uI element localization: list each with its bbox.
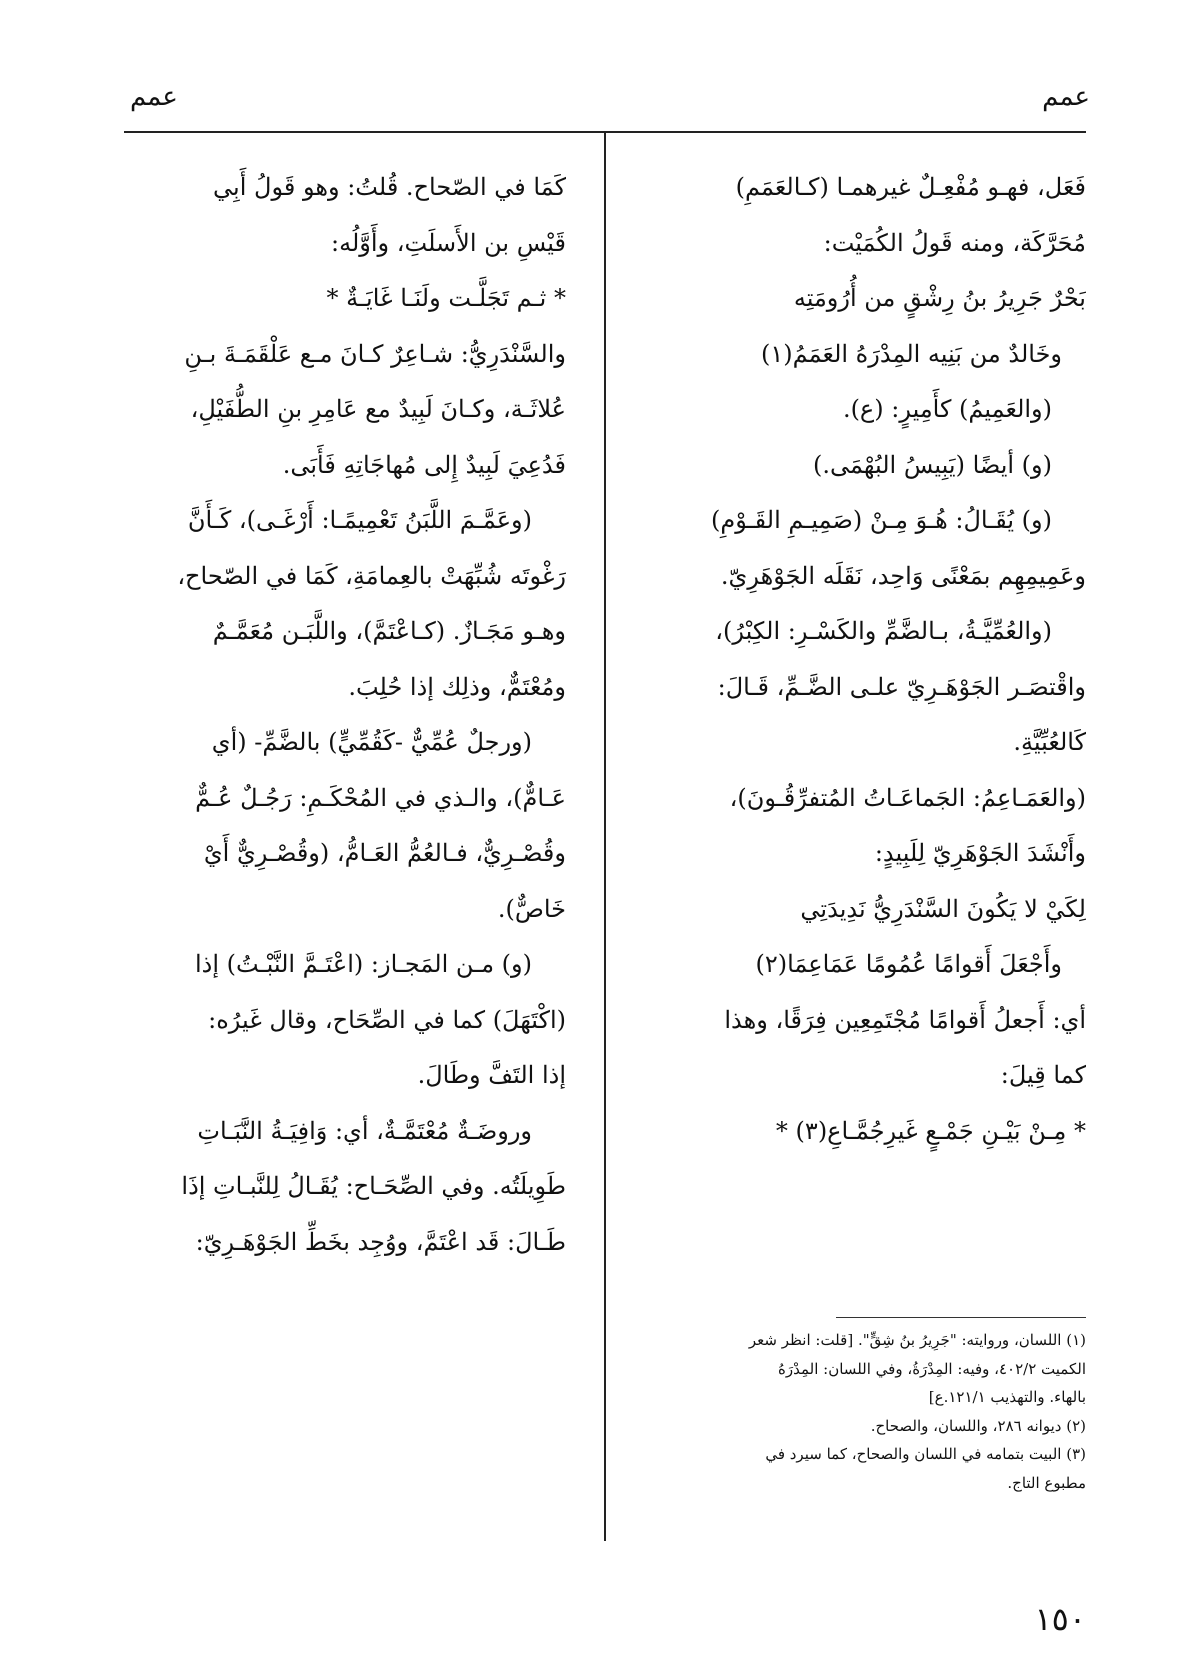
verse-line: وخَالدٌ من بَنِيه المِدْرَهُ العَمَمُ(١) bbox=[761, 339, 1062, 368]
footnote-line: الكميت ٤٠٢/٢، وفيه: المِدْرَةُ، وفي اللسان: المِدْرَهُ bbox=[778, 1359, 1086, 1378]
text-line: فَدُعِيَ لَبِيدٌ إِلى مُهاجَاتِهِ فَأَبَى. bbox=[282, 450, 566, 479]
text-line: وأَنْشَدَ الجَوْهَرِيّ لِلَبِيدٍ: bbox=[874, 839, 1086, 867]
text-line: ومُعْتَمٌّ، وذلِك إذا حُلِبَ. bbox=[348, 672, 566, 701]
text-line: عُلاثَـة، وكـانَ لَبِيدٌ مع عَامِرِ بنِ الطُّفَيْلِ، bbox=[190, 395, 566, 423]
verse-line: بَحْرٌ جَرِيرُ بنُ رِشْقٍ من أُرُومَتِه bbox=[793, 284, 1086, 312]
text-line: (و) يُقَـالُ: هُـوَ مِـنْ (صَمِيـمِ القَـوْمِ) bbox=[710, 506, 1052, 534]
text-line: (و) مـن المَجـاز: (اعْتَـمَّ النَّبْـتُ) إذا bbox=[194, 950, 532, 978]
text-line: (ورجلٌ عُمِّيٌّ -كَقُمِّيٍّ) بالضَّمِّ- (أي bbox=[211, 728, 532, 756]
text-line: طَـالَ: قَد اعْتَمَّ، ووُجِد بخَطِّ الجَوْهَـرِيّ: bbox=[195, 1227, 566, 1256]
footnote-line: بالهاء. والتهذيب ١٢١/١.ع] bbox=[928, 1388, 1086, 1406]
text-line: وهـو مَجَـازٌ. (كـاعْتَمَّ)، واللَّبَـن مُعَمَّـمٌ bbox=[212, 617, 566, 645]
text-line: (والعُمِّيَّـةُ، بـالضَّمِّ والكَسْـرِ: الكِبْرُ)، bbox=[715, 617, 1052, 645]
text-line: (والعَمَـاعِمُ: الجَماعَـاتُ المُتفرِّقُـونَ)، bbox=[729, 783, 1086, 812]
running-head-left: عمم bbox=[130, 82, 178, 112]
text-line: (والعَمِيمُ) كأَمِيرٍ: (ع). bbox=[842, 395, 1052, 423]
text-line: مُحَرَّكَة، ومنه قَولُ الكُمَيْت: bbox=[823, 228, 1086, 257]
text-line: (وعَمَّـمَ اللَّبَنُ تَعْمِيمًـا: أَرْغَـى)، كَـأَنَّ bbox=[187, 506, 532, 534]
column-divider bbox=[604, 131, 606, 1541]
verse-line: لِكَيْ لا يَكُونَ السَّنْدَرِيُّ نَدِيدَتِي bbox=[800, 894, 1086, 923]
verse-line: * مِـنْ بَيْـنِ جَمْـعٍ غَيرِجُمَّـاعِ(٣) * bbox=[775, 1116, 1086, 1145]
text-line: كَالعُبِّيَّةِ. bbox=[1013, 728, 1086, 756]
footnotes bbox=[646, 1326, 1086, 1497]
text-line: كما قِيلَ: bbox=[1000, 1061, 1086, 1089]
text-line: وعَمِيمِهِم بمَعْنًى وَاحِد، نَقَلَه الجَوْهَرِيّ. bbox=[720, 561, 1086, 590]
verse-line: وأَجْعَلَ أَقوامًا عُمُومًا عَمَاعِمَا(٢) bbox=[755, 950, 1062, 978]
text-line: والسَّنْدَرِيُّ: شـاعِرٌ كـانَ مـع عَلْقَمَـةَ بـنِ bbox=[184, 339, 566, 368]
footnote-line: (٣) البيت بتمامه في اللسان والصحاح، كما سيرد في bbox=[765, 1445, 1086, 1463]
text-line: (اكْتَهَلَ) كما في الصِّحَاح، وقال غَيرُه: bbox=[208, 1005, 566, 1034]
verse-line: * ثـم تَجَلَّـت ولَنَـا غَايَـةٌ * bbox=[326, 284, 566, 312]
text-line: عَـامٌّ)، والـذي في المُحْكَـمِ: رَجُـلٌ عُـمٌّ bbox=[195, 783, 566, 812]
text-line: وروضَـةٌ مُعْتَمَّـةٌ، أي: وَافِيَـةُ النَّبَـاتِ bbox=[197, 1116, 532, 1145]
footnote-line: مطبوع التاج. bbox=[1007, 1473, 1086, 1492]
text-line: طَوِيلَتُه. وفي الصِّحَـاح: يُقَـالُ لِلنَّبـاتِ إذَا bbox=[181, 1172, 566, 1200]
footnote-line: (٢) ديوانه ٢٨٦، واللسان، والصحاح. bbox=[870, 1416, 1086, 1435]
running-head-right: عمم bbox=[1042, 82, 1090, 112]
text-line: أي: أَجعلُ أَقوامًا مُجْتَمِعِين فِرَقًا، وهذا bbox=[724, 1005, 1086, 1034]
text-line: إذا التَفَّ وطَالَ. bbox=[417, 1061, 566, 1089]
footnote-rule bbox=[836, 1317, 1086, 1318]
text-line: خَاصٌّ). bbox=[497, 894, 566, 923]
text-line: واقْتصَـر الجَوْهَـرِيّ علـى الضَّـمِّ، قَـالَ: bbox=[717, 672, 1086, 701]
text-line: قَيْسِ بن الأَسلَتِ، وأَوَّلُه: bbox=[331, 228, 566, 257]
text-line: وقُصْـرِيٌّ، فـالعُمُّ العَـامُّ، (وقُصْـرِيٌّ أَيْ bbox=[203, 839, 566, 867]
page-number: ١٥٠ bbox=[1034, 1600, 1086, 1638]
text-line: كَمَا في الصّحاح. قُلتُ: وهو قَولُ أَبِي bbox=[213, 173, 566, 201]
footnote-line: (١) اللسان، وروايته: "جَرِيرُ بنُ شِقٍّ". [قلت: انظر شعر bbox=[748, 1331, 1086, 1349]
right-column bbox=[646, 160, 1086, 1159]
text-line: فَعَل، فهـو مُفْعِـلٌ غيرهمـا (كـالعَمَمِ) bbox=[735, 173, 1086, 201]
text-line: رَغْوتَه شُبِّهَتْ بالعِمامَةِ، كَمَا في الصّحاح، bbox=[177, 561, 566, 590]
text-line: (و) أيضًا (يَبِيسُ البُهْمَى.) bbox=[813, 450, 1052, 479]
left-column bbox=[126, 160, 566, 1270]
